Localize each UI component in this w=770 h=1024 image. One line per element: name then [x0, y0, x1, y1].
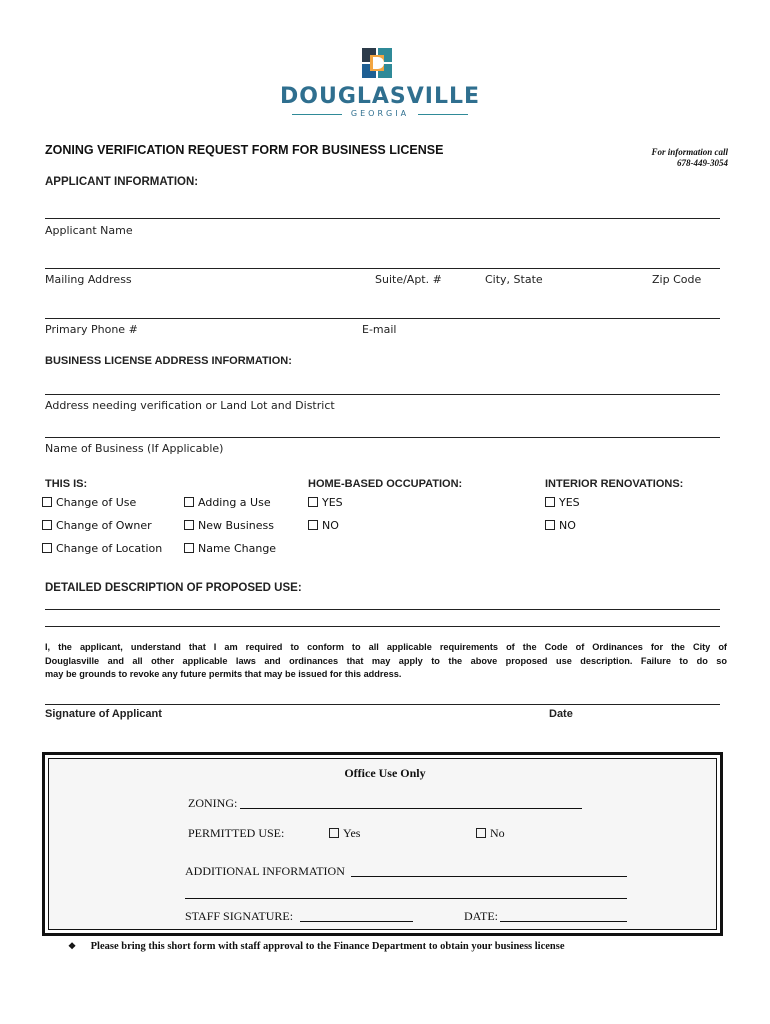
option-name-change[interactable]: Name Change [184, 542, 276, 555]
statement-line-1: I, the applicant, understand that I am required to conform to all applicable requirements of the Code of Ordinances for the City of [45, 642, 727, 652]
footer-note-row [68, 941, 564, 952]
checkbox[interactable] [184, 497, 194, 507]
checkbox[interactable] [476, 828, 486, 838]
checkbox[interactable] [184, 543, 194, 553]
diamond-bullet-icon: ❖ [68, 941, 77, 951]
description-line-2[interactable] [45, 626, 720, 627]
zoning-line[interactable] [240, 808, 582, 809]
checkbox[interactable] [308, 520, 318, 530]
option-new-business[interactable]: New Business [184, 519, 274, 532]
checkbox[interactable] [545, 497, 555, 507]
statement-line-2: Douglasville and all other applicable laws and ordinances that may apply to the above proposed use description. Failure to do so [45, 655, 727, 666]
description-line-1[interactable] [45, 609, 720, 610]
primary-phone-label: Primary Phone # [45, 323, 138, 336]
business-section-title: BUSINESS LICENSE ADDRESS INFORMATION: [45, 355, 292, 367]
business-address-line[interactable] [45, 394, 720, 395]
staff-signature-label: STAFF SIGNATURE: [185, 909, 294, 923]
option-change-of-location[interactable]: Change of Location [42, 542, 162, 555]
this-is-title: THIS IS: [45, 478, 88, 490]
signature-label: Signature of Applicant [45, 708, 162, 720]
additional-info-label: ADDITIONAL INFORMATION [185, 864, 345, 878]
logo-sub-line-left [292, 114, 342, 115]
option-adding-a-use[interactable]: Adding a Use [184, 496, 271, 509]
home-based-no[interactable]: NO [308, 519, 339, 532]
signature-date-label: Date [549, 708, 573, 720]
business-address-label: Address needing verification or Land Lot and District [45, 399, 335, 412]
zoning-label: ZONING: [188, 796, 238, 810]
mailing-address-line[interactable] [45, 268, 720, 269]
interior-yes[interactable]: YES [545, 496, 580, 509]
zip-code-label: Zip Code [652, 273, 702, 286]
option-change-of-use[interactable]: Change of Use [42, 496, 136, 509]
office-zoning [188, 796, 237, 811]
logo-sub-line-right [418, 114, 468, 115]
description-title: DETAILED DESCRIPTION OF PROPOSED USE: [45, 582, 302, 594]
checkbox[interactable] [308, 497, 318, 507]
suite-label: Suite/Apt. # [375, 273, 442, 286]
logo-sub: GEORGIA [350, 109, 410, 118]
applicant-name-line[interactable] [45, 218, 720, 219]
applicant-section-title: APPLICANT INFORMATION: [45, 176, 199, 188]
checkbox[interactable] [42, 497, 52, 507]
statement-line-3: may be grounds to revoke any future permits that may be issued for this address. [45, 669, 402, 679]
office-date-line[interactable] [500, 921, 627, 922]
form-title: ZONING VERIFICATION REQUEST FORM FOR BUSINESS LICENSE [45, 143, 444, 157]
signature-line[interactable] [45, 704, 720, 705]
checkbox[interactable] [184, 520, 194, 530]
checkbox[interactable] [42, 520, 52, 530]
office-use-inner-border [48, 758, 717, 930]
mailing-address-label: Mailing Address [45, 273, 132, 286]
info-phone: 678-449-3054 [677, 158, 728, 168]
checkbox[interactable] [329, 828, 339, 838]
info-line-1: For information call [651, 147, 728, 157]
business-name-label: Name of Business (If Applicable) [45, 442, 224, 455]
checkbox[interactable] [42, 543, 52, 553]
permitted-yes[interactable]: Yes [329, 826, 360, 841]
statement [45, 641, 727, 682]
checkbox[interactable] [545, 520, 555, 530]
option-change-of-owner[interactable]: Change of Owner [42, 519, 152, 532]
home-based-yes[interactable]: YES [308, 496, 343, 509]
applicant-name-label: Applicant Name [45, 224, 133, 237]
city-state-label: City, State [485, 273, 543, 286]
office-date-label: DATE: [464, 909, 498, 923]
office-use-title: Office Use Only [344, 766, 426, 780]
interior-no[interactable]: NO [545, 519, 576, 532]
email-label: E-mail [362, 323, 397, 336]
home-based-title: HOME-BASED OCCUPATION: [308, 478, 463, 490]
staff-signature-line[interactable] [300, 921, 413, 922]
additional-info-line-1[interactable] [351, 876, 627, 877]
footer-note: Please bring this short form with staff approval to the Finance Department to obtain your business license [90, 941, 565, 952]
interior-renovations-title: INTERIOR RENOVATIONS: [545, 478, 684, 490]
logo-name: DOUGLASVILLE [280, 84, 481, 109]
phone-email-line[interactable] [45, 318, 720, 319]
additional-info-line-2[interactable] [185, 898, 627, 899]
business-name-line[interactable] [45, 437, 720, 438]
permitted-no[interactable]: No [476, 826, 505, 841]
permitted-use-label: PERMITTED USE: [188, 826, 285, 840]
